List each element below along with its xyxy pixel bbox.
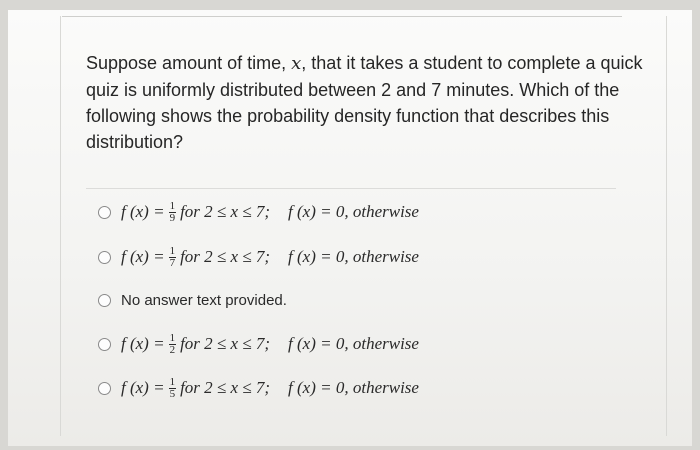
answer-option-2[interactable] <box>98 243 419 271</box>
radio-button-1[interactable] <box>98 206 111 219</box>
answer-option-3[interactable] <box>98 286 287 314</box>
option-5-condition: for 2 ≤ x ≤ 7; <box>180 378 271 397</box>
option-5-fraction <box>169 377 177 400</box>
option-1-denominator: 9 <box>169 211 176 224</box>
radio-button-4[interactable] <box>98 338 111 351</box>
option-1-lhs: f (x) = <box>121 202 165 221</box>
option-3-label: No answer text provided. <box>121 291 287 309</box>
option-2-condition: for 2 ≤ x ≤ 7; <box>180 247 271 266</box>
option-1-numerator: 1 <box>169 199 176 212</box>
option-1-condition: for 2 ≤ x ≤ 7; <box>180 202 271 221</box>
option-5-otherwise: f (x) = 0, otherwise <box>288 378 419 397</box>
option-2-fraction <box>169 246 177 269</box>
radio-button-3[interactable] <box>98 294 111 307</box>
answer-option-5[interactable] <box>98 374 419 402</box>
option-4-numerator: 1 <box>169 331 176 344</box>
radio-button-2[interactable] <box>98 251 111 264</box>
option-5-numerator: 1 <box>169 375 176 388</box>
answer-option-4[interactable] <box>98 330 419 358</box>
answer-option-1[interactable] <box>98 198 419 226</box>
option-1-fraction <box>169 201 177 224</box>
radio-button-5[interactable] <box>98 382 111 395</box>
question-variable: x <box>291 53 302 74</box>
option-1-otherwise: f (x) = 0, otherwise <box>288 202 419 221</box>
option-4-condition: for 2 ≤ x ≤ 7; <box>180 334 271 353</box>
option-5-formula <box>121 377 419 400</box>
question-text <box>86 50 646 155</box>
option-4-formula <box>121 333 419 356</box>
option-4-lhs: f (x) = <box>121 334 165 353</box>
option-2-denominator: 7 <box>169 256 176 269</box>
option-2-lhs: f (x) = <box>121 247 165 266</box>
option-4-fraction <box>169 333 177 356</box>
option-1-formula <box>121 201 419 224</box>
options-divider <box>86 188 616 189</box>
option-2-formula <box>121 246 419 269</box>
option-5-lhs: f (x) = <box>121 378 165 397</box>
option-2-numerator: 1 <box>169 244 176 257</box>
option-4-otherwise: f (x) = 0, otherwise <box>288 334 419 353</box>
option-5-denominator: 5 <box>169 387 176 400</box>
question-line-rest: , that it takes a student to complete a quick quiz is uniformly distributed between 2 and 7 minutes. Which of the following shows the probability density function that describes this distribution? <box>86 53 643 152</box>
option-2-otherwise: f (x) = 0, otherwise <box>288 247 419 266</box>
option-4-denominator: 2 <box>169 343 176 356</box>
question-line-start: Suppose amount of time, <box>86 53 287 73</box>
